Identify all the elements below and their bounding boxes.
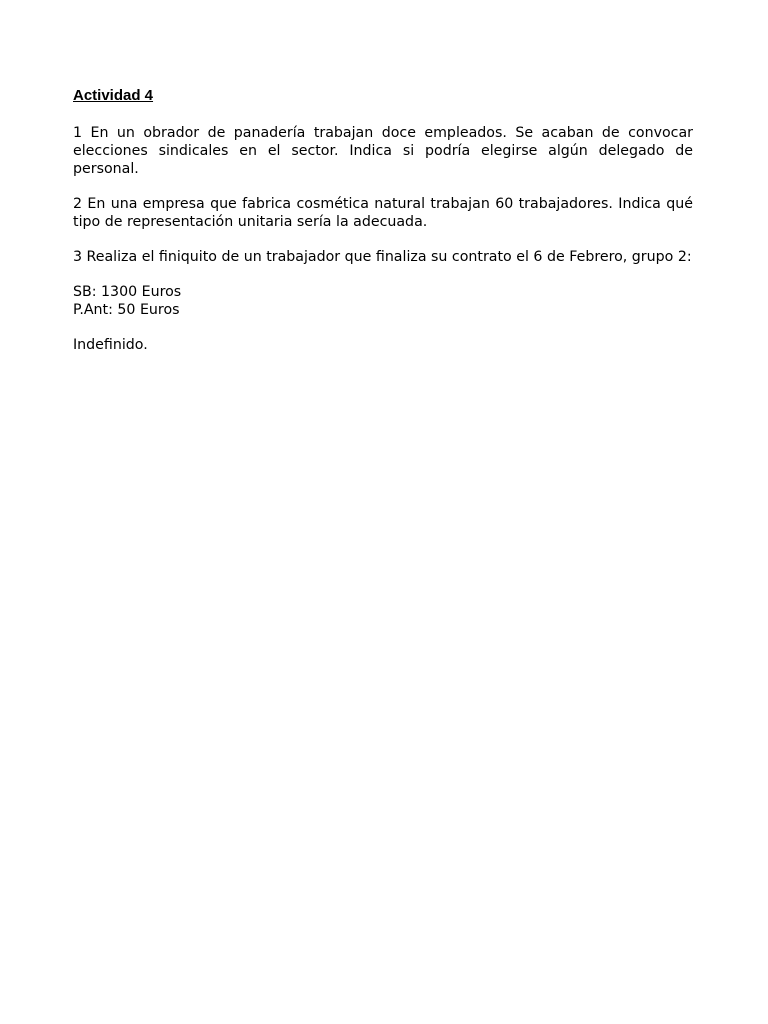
activity-title: Actividad 4 <box>73 87 154 104</box>
seniority-pay-line: P.Ant: 50 Euros <box>73 302 180 318</box>
salary-details <box>73 283 693 319</box>
document-content <box>73 86 693 354</box>
contract-type: Indefinido. <box>73 337 148 353</box>
question-1: 1 En un obrador de panadería trabajan doce empleados. Se acaban de convocar elecciones sindicales en el sector. Indica si podría elegirse algún delegado de personal. <box>73 125 693 177</box>
question-3: 3 Realiza el finiquito de un trabajador que finaliza su contrato el 6 de Febrero, grupo 2: <box>73 249 692 265</box>
question-2: 2 En una empresa que fabrica cosmética natural trabajan 60 trabajadores. Indica qué tipo de representación unitaria sería la adecuada. <box>73 196 693 230</box>
salary-base-line: SB: 1300 Euros <box>73 284 182 300</box>
